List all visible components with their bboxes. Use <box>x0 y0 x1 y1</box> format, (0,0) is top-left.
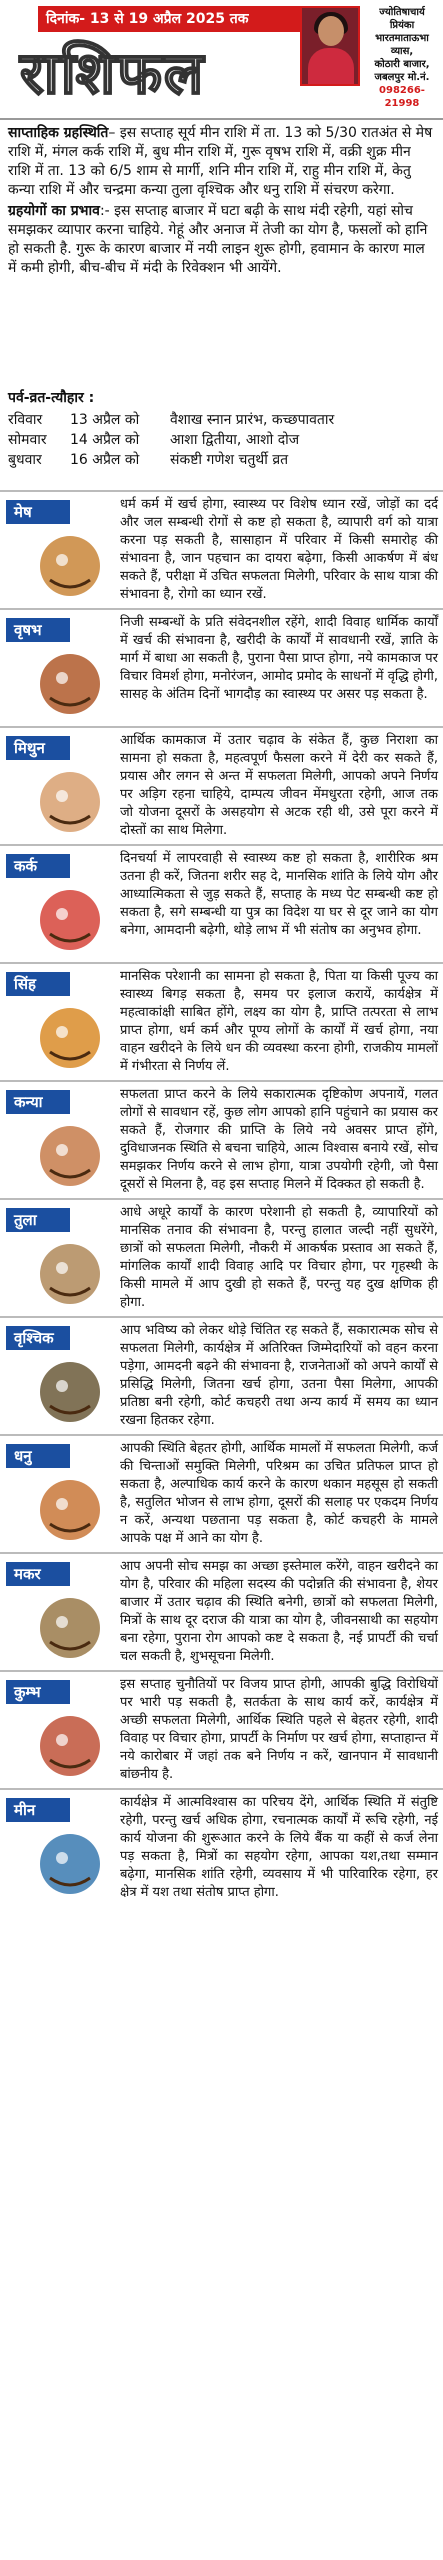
sign-block <box>0 490 443 608</box>
festival-day: रविवार <box>8 412 43 428</box>
festival-day: बुधवार <box>8 452 42 468</box>
festival-date: 14 अप्रैल को <box>70 432 140 448</box>
sign-name: मेष <box>6 500 70 524</box>
sign-prediction: आधे अधूरे कार्यों के कारण परेशानी हो सकती है, व्यापारियों को मानसिक तनाव की संभावना है, परन्तु हालात जल्दी नहीं सुधरेंगे, छात्रों को सफलता मिलेगी, नौकरी में आकर्षक प्रस्ताव आ सकते हैं, मांगलिक कार्यों शादी विवाह आदि पर विचार होगा, पर गृहस्थी के किसी मामले में आप दुखी हो सकते हैं, परन्तु यह दुख क्षणिक ही होगा. <box>120 1205 438 1310</box>
sign-name: तुला <box>6 1208 70 1232</box>
sign-sidebar <box>0 1554 118 1670</box>
sign-block <box>0 1080 443 1198</box>
intro-section <box>8 124 435 280</box>
sign-prediction: आप अपनी सोच समझ का अच्छा इस्तेमाल करेंगे, वाहन खरीदने का योग है, परिवार की महिला सदस्य की पदोन्नति की संभावना है, शेयर बाजार में उतार चढ़ाव की स्थिति बनेगी, छात्रों को सफलता मिलेगी, मित्रों के साथ दूर दराज की यात्रा का योग है, जीवनसाथी का सहयोग बना रहेगा, पुराना रोग आपको कष्ट दे सकता है, नई प्रापर्टी की चर्चा चल सकती है, शुभसूचना मिलेगी. <box>120 1559 438 1664</box>
scorpion-icon <box>30 1354 110 1428</box>
date-line: दिनांक- 13 से 19 अप्रैल 2025 तक <box>38 6 318 32</box>
water-bearer-icon <box>30 1708 110 1782</box>
weekly-title: साप्ताहिक ग्रहस्थिति <box>8 125 109 141</box>
archer-icon <box>30 1472 110 1546</box>
sign-sidebar <box>0 1672 118 1788</box>
sign-prediction: कार्यक्षेत्र में आत्मविश्वास का परिचय देंगे, आर्थिक स्थिति में संतुष्टि रहेगी, परन्तु खर्च अधिक होगा, रचनात्मक कार्यों में रूचि रहेगी, नई कार्य योजना की शुरूआत करने के लिये बैंक या कहीं से कर्ज लेना पड़ सकता है, मित्रों का सहयोग रहेगा, आपका यश,तथा सम्मान बढ़ेगा, मानसिक शांति रहेगी, व्यवसाय में भी पारिवारिक रहेगा, हर क्षेत्र में यश तथा संतोष प्राप्त होगा. <box>120 1795 438 1900</box>
sign-block <box>0 608 443 726</box>
sign-block <box>0 844 443 962</box>
bull-icon <box>30 646 110 720</box>
sign-name: कन्या <box>6 1090 70 1114</box>
sign-block <box>0 1434 443 1552</box>
twins-icon <box>30 764 110 838</box>
signs-list <box>0 490 443 1906</box>
goat-icon <box>30 1590 110 1664</box>
sign-sidebar <box>0 492 118 608</box>
festival-date: 13 अप्रैल को <box>70 412 140 428</box>
market-paragraph <box>8 202 435 278</box>
astrologer-line-1: व्यास, <box>390 46 414 57</box>
astrologer-photo <box>300 6 360 86</box>
sign-block <box>0 1198 443 1316</box>
festival-event: आशा द्वितीया, आशो दोज <box>170 432 300 448</box>
astrologer-info <box>366 6 438 110</box>
festival-event: संकष्टी गणेश चतुर्थी व्रत <box>170 452 289 468</box>
astrologer-title: ज्योतिषाचार्य प्रियंका <box>379 7 425 31</box>
sign-sidebar <box>0 1318 118 1434</box>
astrologer-line-3: जबलपुर मो.नं. <box>374 72 430 83</box>
sign-prediction: आप भविष्य को लेकर थोड़े चिंतित रह सकते हैं, सकारात्मक सोच से सफलता मिलेगी, कार्यक्षेत्र में अतिरिक्त जिम्मेदारियों को वहन करना पड़ेगा, आमदनी बढ़ने की संभावना है, राजनेताओं को अपने कार्यों से प्रसिद्धि मिलेगी, जितना खर्च होगा, उतना पैसा मिलेगा, आपकी प्रतिष्ठा बनी रहेगी, कोर्ट कचहरी तथा अन्य कार्य में समय का ध्यान रखना हितकर रहेगा. <box>120 1323 438 1428</box>
sign-name: मकर <box>6 1562 70 1586</box>
sign-block <box>0 962 443 1080</box>
sign-name: मिथुन <box>6 736 70 760</box>
sign-block <box>0 726 443 844</box>
festivals-section <box>8 388 435 470</box>
weekly-text: – इस सप्ताह सूर्य मीन राशि में ता. 13 को 5/30 रातअंत से मेष राशि में, मंगल कर्क राशि में, बुध मीन राशि में, गुरू वृषभ राशि में, वक्री शुक्र मीन राशि में ता. 13 को 6/5 शाम से मार्गी, शनि मीन राशि में, राहु मीन राशि में, केतु कन्या राशि में और चन्द्रमा कन्या तुला वृश्चिक और धनु राशि में संचरण करेगा. <box>8 125 433 198</box>
festival-row <box>8 450 435 470</box>
sign-name: धनु <box>6 1444 70 1468</box>
scales-icon <box>30 1236 110 1310</box>
sign-name: वृश्चिक <box>6 1326 70 1350</box>
ram-icon <box>30 528 110 602</box>
sign-sidebar <box>0 964 118 1080</box>
sign-prediction: आर्थिक कामकाज में उतार चढ़ाव के संकेत हैं, कुछ निराशा का सामना हो सकता है, महत्वपूर्ण फैसला करने में देरी कर सकते हैं, प्रयास और लगन से अन्त में सफलता मिलेगी, आपको अपने निर्णय पर अड़िग रहना चाहिये, दाम्पत्य जीवन मेंमधुरता रहेगी, आज तक जो योजना दूसरों के असहयोग से अटक रही थी, उसे पूरा करने में दोस्तों का साथ मिलेगा. <box>120 733 438 838</box>
sign-sidebar <box>0 728 118 844</box>
sign-prediction: दिनचर्या में लापरवाही से स्वास्थ्य कष्ट हो सकता है, शारीरिक श्रम उतना ही करें, जितना शरीर सह दे, मानसिक शांति के लिये योग और आध्यात्मिकता से जुड़ सकते हैं, सप्ताह के मध्य पेट सम्बन्धी कष्ट हो सकता है, सगे सम्बन्धी या पुत्र का विदेश या घर से दूर जाने का योग बनेगा, आमदानी बढ़ेगी, थोड़े लाभ में भी संतोष का अनुभव होगा. <box>120 851 438 938</box>
sign-prediction: इस सप्ताह चुनौतियों पर विजय प्राप्त होगी, आपकी बुद्धि विरोधियों पर भारी पड़ सकती है, सतर्कता के साथ कार्य करें, कार्यक्षेत्र में अच्छी सफलता मिलेगी, आर्थिक स्थिति पहले से बेहतर रहेगी, शादी विवाह पर विचार होगा, प्रापर्टी के निर्माण पर खर्च होगा, सप्ताहान्त में नये कारोबार में जहां तक बने निर्णय न करें, खानपान में सावधानी बांछनीय है. <box>120 1677 438 1782</box>
sign-sidebar <box>0 610 118 726</box>
sign-sidebar <box>0 1436 118 1552</box>
crab-icon <box>30 882 110 956</box>
fish-icon <box>30 1826 110 1900</box>
sign-sidebar <box>0 1082 118 1198</box>
astrologer-line-2: कोठारी बाजार, <box>374 59 430 70</box>
sign-block <box>0 1788 443 1906</box>
sign-sidebar <box>0 846 118 962</box>
brand-title: राशिफल <box>20 39 206 107</box>
festival-row <box>8 430 435 450</box>
sign-name: कर्क <box>6 854 70 878</box>
sign-name: वृषभ <box>6 618 70 642</box>
festival-day: सोमवार <box>8 432 47 448</box>
astrologer-phone: 098266-21998 <box>379 85 425 109</box>
maiden-icon <box>30 1118 110 1192</box>
festival-row <box>8 410 435 430</box>
page-header <box>0 0 443 120</box>
sign-prediction: निजी सम्बन्धों के प्रति संवेदनशील रहेंगे, शादी विवाह धार्मिक कार्यों में खर्च की संभावना है, खरीदी के कार्यों में सावधानी रखें, ज्ञाति के मार्ग में बाधा आ सकती है, पुराना पैसा प्राप्त होगा, नये कामकाज पर विचार विमर्श होगा, मनोरंजन, आमोद प्रमोद के साधनों में वृद्धि होगी, सासह के अंतिम दिनों भागदौड़ का स्वास्थ्य पर असर पड़ सकता है. <box>120 615 438 702</box>
astrologer-role: भारतमाताऊभा <box>375 33 429 44</box>
market-title: ग्रहयोगों का प्रभाव <box>8 203 100 219</box>
sign-prediction: मानसिक परेशानी का सामना हो सकता है, पिता या किसी पूज्य का स्वास्थ्य बिगड़ सकता है, समय पर इलाज करायें, कार्यक्षेत्र में महत्वाकांक्षी साबित होंगे, लक्ष्य का योग है, प्राप्ति तत्परता से लाभ प्राप्त होगा, धर्म कर्म और पूण्य लोगों के कार्यों में खर्च होगा, नया वाहन खरीदने के लिये धन की व्यवस्था करना होगी, राजकीय मामलों में गंभीरता से निर्णय लें. <box>120 969 438 1074</box>
market-text: :- इस सप्ताह बाजार में घटा बढ़ी के साथ मंदी रहेगी, यहां सोच समझकर व्यापार करना चाहिये. गेहूं और अनाज में तेजी का योग है, फसलों को हानि हो सकती है. गुरू के कारण बाजार में नयी लाइन शुरू होगी, हवामान के कारण माल में कमी होगी, बीच-बीच में मंदी के रिवेक्शन भी आयेंगे. <box>8 203 428 276</box>
sign-prediction: आपकी स्थिति बेहतर होगी, आर्थिक मामलों में सफलता मिलेगी, कर्ज की चिन्ताओं समुक्ति मिलेगी, परिश्रम का उचित प्रतिफल प्राप्त हो सकता है, अल्पाधिक कार्य करने के कारण थकान महसूस हो सकती है, सतुलित भोजन से लाभ होगा, दूसरों की सलाह पर एकदम निर्णय न करें, अन्यथा पछताना पड़ सकता है, कोर्ट कचहरी के मामले आपके पक्ष में आने का योग है. <box>120 1441 438 1546</box>
sign-name: सिंह <box>6 972 70 996</box>
sign-name: मीन <box>6 1798 70 1822</box>
sign-sidebar <box>0 1790 118 1906</box>
sign-block <box>0 1552 443 1670</box>
lion-icon <box>30 1000 110 1074</box>
sign-prediction: धर्म कर्म में खर्च होगा, स्वास्थ्य पर विशेष ध्यान रखें, जोड़ों का दर्द और जल सम्बन्धी रोगों से कष्ट हो सकता है, व्यापारी वर्ग को यात्रा करना पड़ सकती है, सासाहान में परिवार में किसी समारोह की संभावना है, जान पहचान का दायरा बढ़ेगा, किसी आकर्षण में बंध सकते हैं, परीक्षा में उचित सफलता मिलेगी, परिवार के साथ यात्रा की संभावना है, रोगो का ध्यान रखें. <box>120 497 438 602</box>
sign-prediction: सफलता प्राप्त करने के लिये सकारात्मक दृष्टिकोण अपनायें, गलत लोगों से सावधान रहें, कुछ लोग आपको हानि पहुंचाने का प्रयास कर सकते हैं, रोजगार की प्राप्ति के लिये नये अवसर प्राप्त होंगे, दुविधाजनक स्थिति से बचना चाहिये, आत्म विश्वास बनाये रखें, सोच समझकर निर्णय करने से लाभ होगा, यात्रा उपयोगी रहेगी, जो पैसा दूसरों से मिलना है, वह इस सप्ताह मिलने में दिक्कत हो सकती है. <box>120 1087 438 1192</box>
festivals-title: पर्व-व्रत-त्यौहार : <box>8 390 95 406</box>
festival-event: वैशाख स्नान प्रारंभ, कच्छपावतार <box>170 412 335 428</box>
sign-name: कुम्भ <box>6 1680 70 1704</box>
sign-block <box>0 1670 443 1788</box>
weekly-paragraph <box>8 124 435 200</box>
festival-date: 16 अप्रैल को <box>70 452 140 468</box>
sign-block <box>0 1316 443 1434</box>
sign-sidebar <box>0 1200 118 1316</box>
